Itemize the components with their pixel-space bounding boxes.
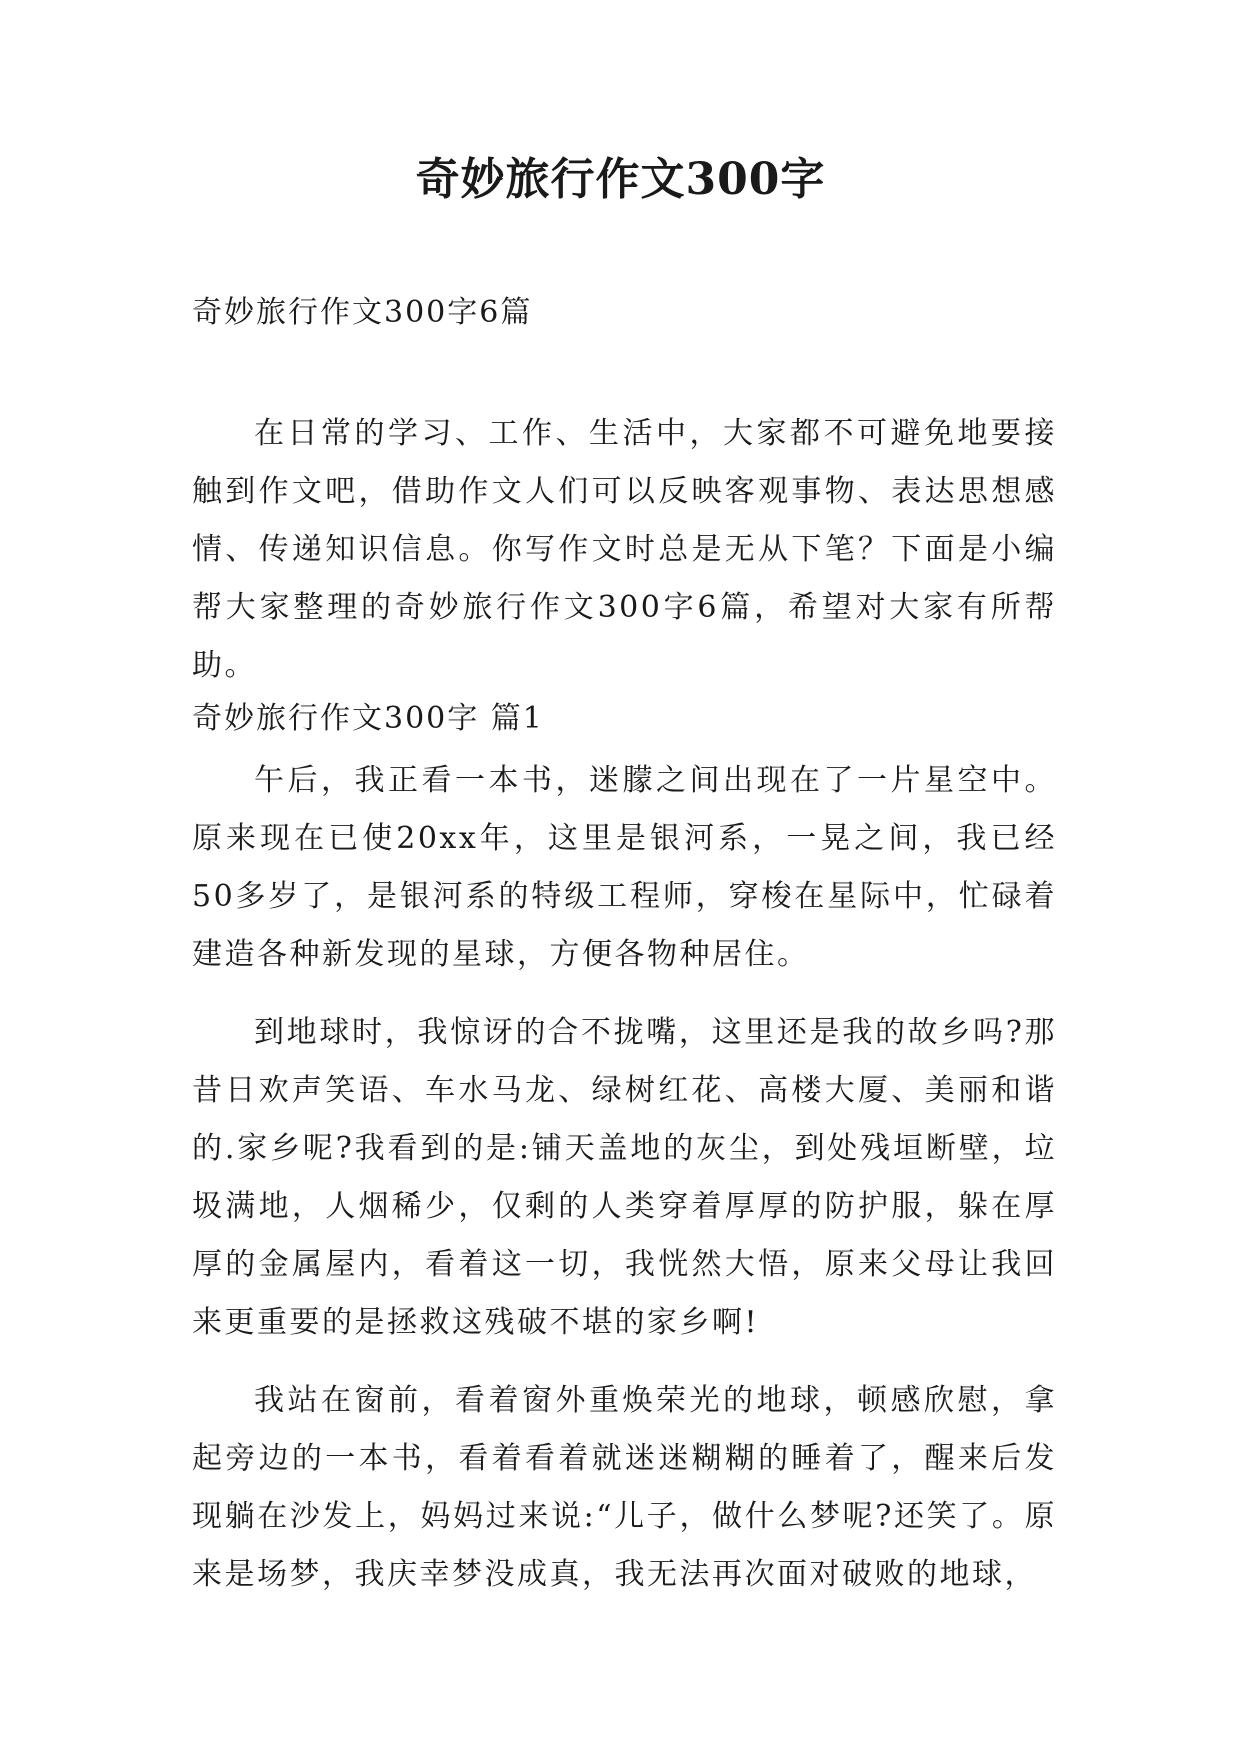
body-paragraph: 到地球时，我惊讶的合不拢嘴，这里还是我的故乡吗?那昔日欢声笑语、车水马龙、绿树红花、高楼大厦、美丽和谐的.家乡呢?我看到的是:铺天盖地的灰尘，到处残垣断壁，垃圾满地，人烟稀少，仅剩的人类穿着厚厚的防护服，躲在厚厚的金属屋内，看着这一切，我恍然大悟，原来父母让我回来更重要的是拯救这残破不堪的家乡啊! bbox=[192, 1015, 1057, 1340]
intro-paragraph: 在日常的学习、工作、生活中，大家都不可避免地要接触到作文吧，借助作文人们可以反映客观事物、表达思想感情、传递知识信息。你写作文时总是无从下笔？下面是小编帮大家整理的奇妙旅行作文300字6篇，希望对大家有所帮助。 bbox=[192, 416, 1057, 683]
body-paragraph: 我站在窗前，看着窗外重焕荣光的地球，顿感欣慰，拿起旁边的一本书，看着看着就迷迷糊糊的睡着了，醒来后发现躺在沙发上，妈妈过来说:“儿子，做什么梦呢?还笑了。原来是场梦，我庆幸梦没成真，我无法再次面对破败的地球， bbox=[192, 1383, 1057, 1592]
intro-section bbox=[192, 405, 1057, 695]
document-title: 奇妙旅行作文300字 bbox=[415, 154, 826, 205]
body-paragraph: 午后，我正看一本书，迷朦之间出现在了一片星空中。原来现在已使20xx年，这里是银河系，一晃之间，我已经50多岁了，是银河系的特级工程师，穿梭在星际中，忙碌着建造各种新发现的星球，方便各物种居住。 bbox=[192, 763, 1057, 972]
document-subtitle: 奇妙旅行作文300字6篇 bbox=[192, 295, 533, 330]
essay-section-1 bbox=[192, 690, 1057, 1604]
section-heading: 奇妙旅行作文300字 篇1 bbox=[192, 701, 544, 736]
